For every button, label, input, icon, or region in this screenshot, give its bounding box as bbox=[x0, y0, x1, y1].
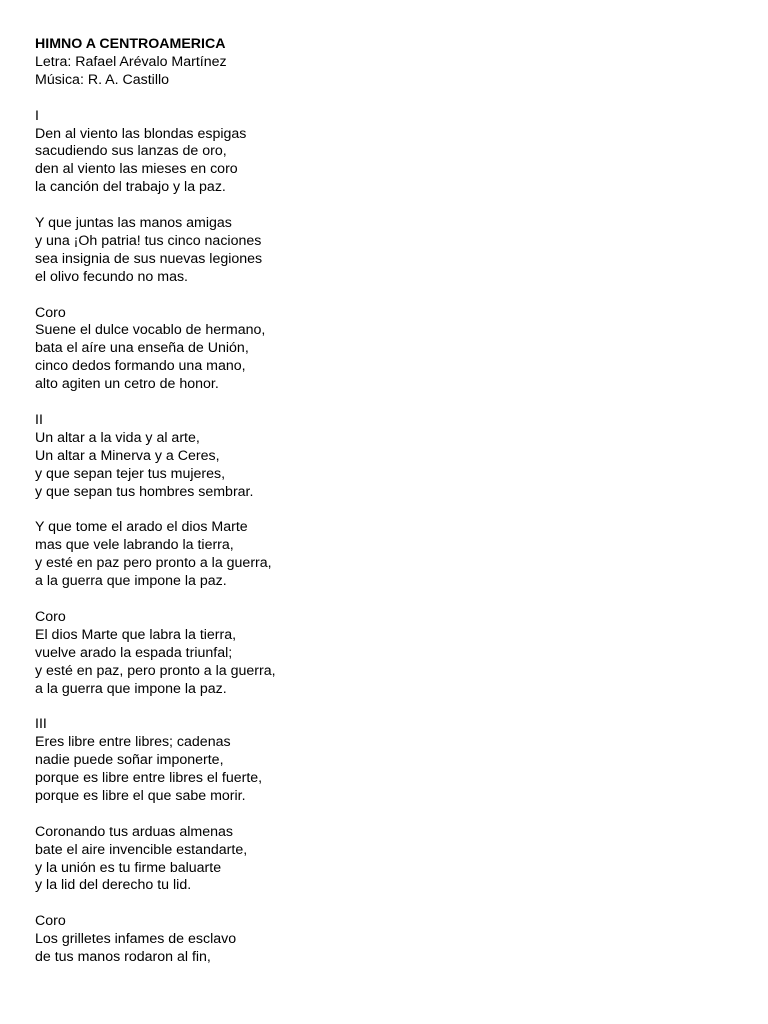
verse-line: den al viento las mieses en coro bbox=[35, 161, 238, 178]
stanza-list bbox=[35, 90, 735, 967]
verse-line: Los grilletes infames de esclavo bbox=[35, 931, 237, 948]
verse-line: mas que vele labrando la tierra, bbox=[35, 537, 234, 554]
stanza-gap bbox=[35, 197, 735, 215]
stanza-gap bbox=[35, 895, 735, 913]
stanza-gap bbox=[35, 806, 735, 824]
verse-line: sea insignia de sus nuevas legiones bbox=[35, 250, 263, 267]
verse-line: Un altar a Minerva y a Ceres, bbox=[35, 447, 220, 464]
verse-line: bata el aíre una enseña de Unión, bbox=[35, 340, 249, 357]
verse-line: y la lid del derecho tu lid. bbox=[35, 877, 192, 894]
stanza bbox=[35, 824, 735, 896]
verse-line: de tus manos rodaron al fin, bbox=[35, 949, 211, 966]
verse-line: y una ¡Oh patria! tus cinco naciones bbox=[35, 232, 262, 249]
stanza-gap bbox=[35, 394, 735, 412]
stanza-gap bbox=[35, 502, 735, 520]
verse-line: y la unión es tu firme baluarte bbox=[35, 859, 222, 876]
document-page bbox=[35, 36, 735, 967]
stanza-gap bbox=[35, 698, 735, 716]
music-credit: Música: R. A. Castillo bbox=[35, 71, 170, 88]
stanza-gap bbox=[35, 591, 735, 609]
stanza-heading: Coro bbox=[35, 304, 66, 321]
verse-line: a la guerra que impone la paz. bbox=[35, 573, 227, 590]
stanza bbox=[35, 305, 735, 395]
stanza-gap bbox=[35, 90, 735, 108]
verse-line: y esté en paz pero pronto a la guerra, bbox=[35, 555, 272, 572]
stanza-heading: Coro bbox=[35, 913, 66, 930]
verse-line: El dios Marte que labra la tierra, bbox=[35, 626, 237, 643]
verse-line: y que sepan tejer tus mujeres, bbox=[35, 465, 226, 482]
verse-line: la canción del trabajo y la paz. bbox=[35, 179, 226, 196]
verse-line: porque es libre entre libres el fuerte, bbox=[35, 770, 263, 787]
verse-line: alto agiten un cetro de honor. bbox=[35, 376, 219, 393]
verse-line: Y que juntas las manos amigas bbox=[35, 215, 232, 232]
verse-line: Eres libre entre libres; cadenas bbox=[35, 734, 231, 751]
verse-line: porque es libre el que sabe morir. bbox=[35, 787, 246, 804]
stanza-heading: III bbox=[35, 716, 47, 733]
verse-line: y esté en paz, pero pronto a la guerra, bbox=[35, 662, 276, 679]
verse-line: y que sepan tus hombres sembrar. bbox=[35, 483, 254, 500]
stanza bbox=[35, 519, 735, 591]
document-title: HIMNO A CENTROAMERICA bbox=[35, 36, 226, 52]
stanza bbox=[35, 215, 735, 287]
verse-line: vuelve arado la espada triunfal; bbox=[35, 644, 233, 661]
verse-line: Den al viento las blondas espigas bbox=[35, 125, 247, 142]
lyrics-credit: Letra: Rafael Arévalo Martínez bbox=[35, 53, 227, 70]
verse-line: a la guerra que impone la paz. bbox=[35, 680, 227, 697]
stanza-heading: I bbox=[35, 107, 39, 124]
stanza bbox=[35, 412, 735, 502]
stanza bbox=[35, 716, 735, 806]
stanza-gap bbox=[35, 287, 735, 305]
stanza bbox=[35, 609, 735, 699]
verse-line: sacudiendo sus lanzas de oro, bbox=[35, 143, 227, 160]
verse-line: bate el aire invencible estandarte, bbox=[35, 841, 248, 858]
verse-line: nadie puede soñar imponerte, bbox=[35, 752, 224, 769]
stanza bbox=[35, 108, 735, 198]
verse-line: el olivo fecundo no mas. bbox=[35, 268, 189, 285]
verse-line: Un altar a la vida y al arte, bbox=[35, 429, 200, 446]
stanza-heading: II bbox=[35, 411, 43, 428]
verse-line: Suene el dulce vocablo de hermano, bbox=[35, 322, 266, 339]
stanza-heading: Coro bbox=[35, 608, 66, 625]
stanza bbox=[35, 913, 735, 967]
verse-line: Y que tome el arado el dios Marte bbox=[35, 519, 248, 536]
document-header bbox=[35, 36, 735, 90]
verse-line: cinco dedos formando una mano, bbox=[35, 358, 246, 375]
verse-line: Coronando tus arduas almenas bbox=[35, 823, 233, 840]
